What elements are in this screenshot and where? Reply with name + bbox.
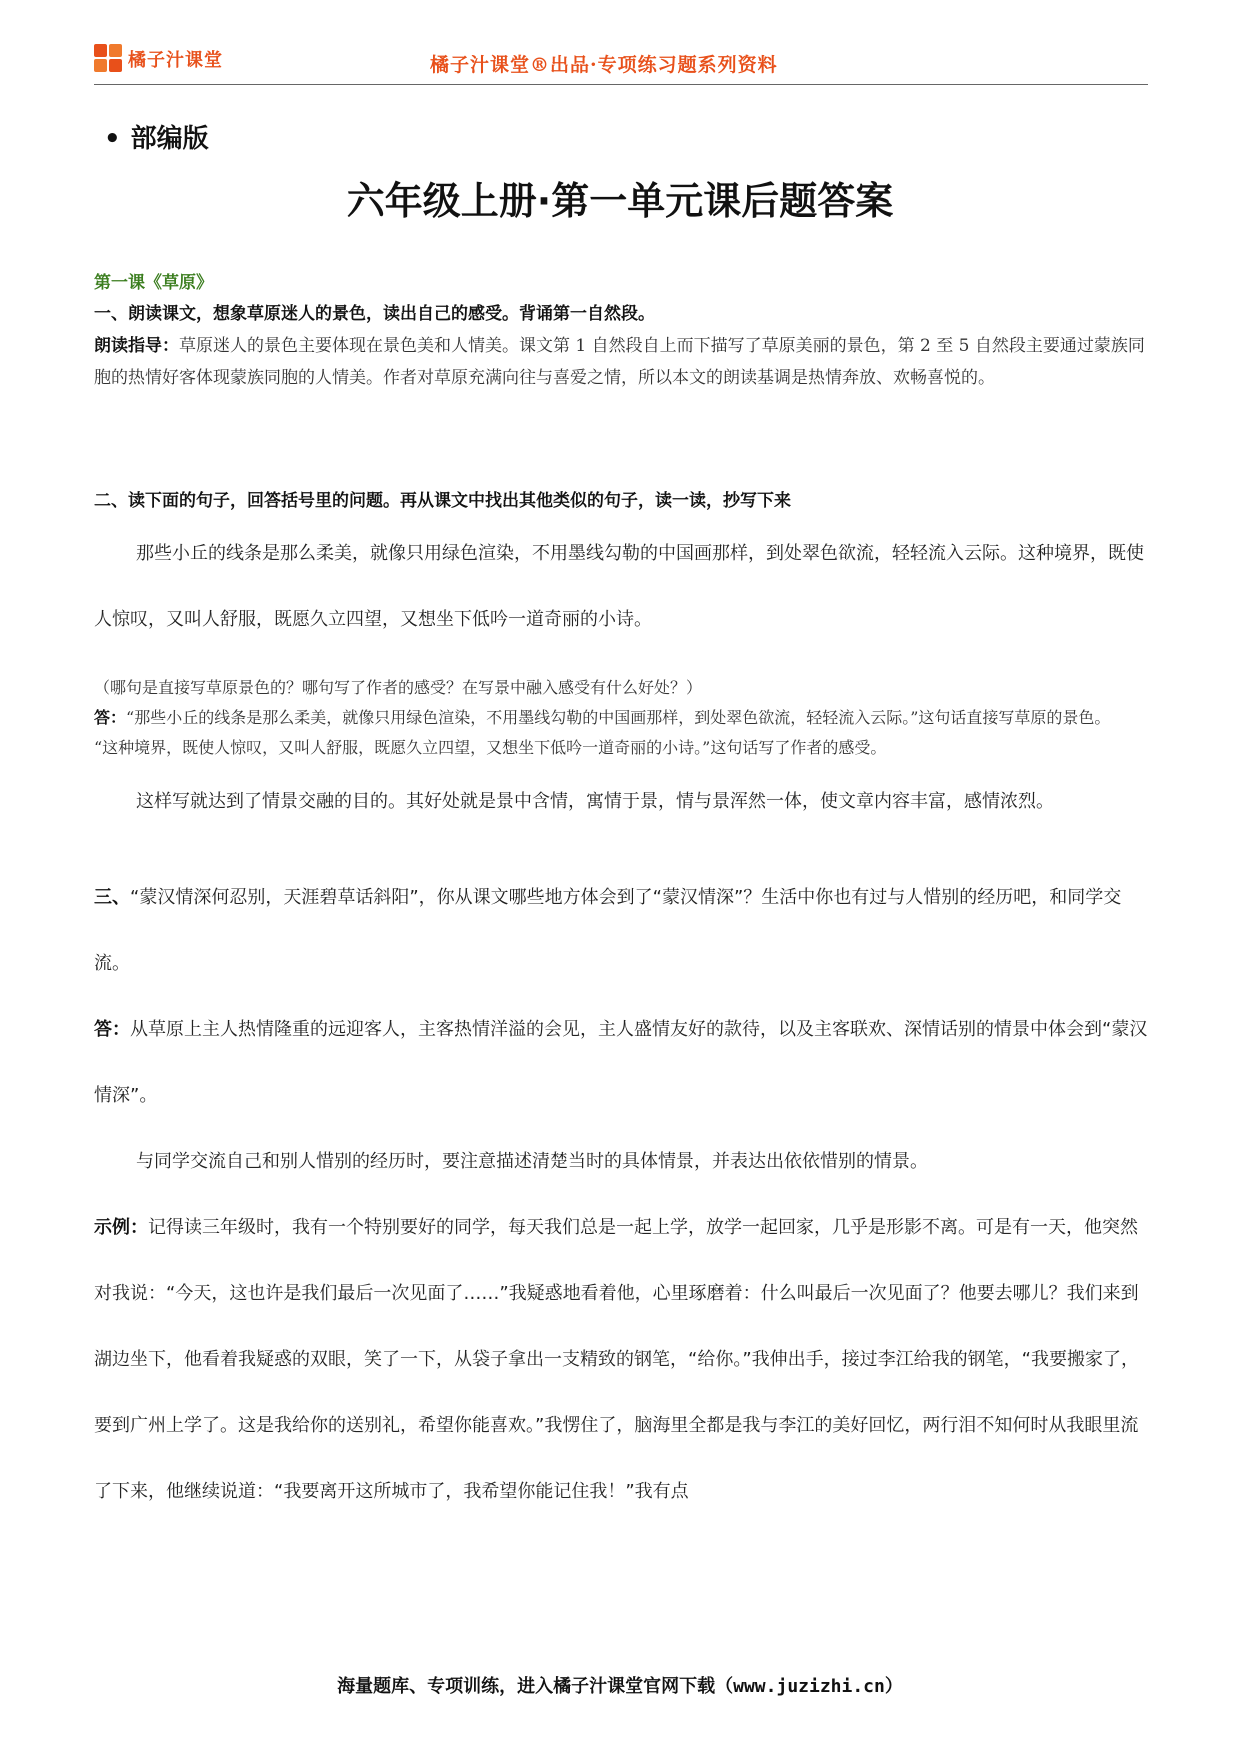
example-paragraph: 示例：记得读三年级时，我有一个特别要好的同学，每天我们总是一起上学，放学一起回家，几乎是形影不离。可是有一天，他突然对我说：“今天，这也许是我们最后一次见面了……”我疑惑地看着他，心里琢磨着：什么叫最后一次见面了？他要去哪儿？我们来到湖边坐下，他看着我疑惑的双眼，笑了一下，从袋子拿出一支精致的钢笔，“给你。”我伸出手，接过李江给我的钢笔，“我要搬家了，要到广州上学了。这是我给你的送别礼，希望你能喜欢。”我愣住了，脑海里全都是我与李江的美好回忆，两行泪不知何时从我眼里流了下来，他继续说道：“我要离开这所城市了，我希望你能记住我！”我有点 [94, 1217, 1139, 1502]
question-2-quote: 那些小丘的线条是那么柔美，就像只用绿色渲染，不用墨线勾勒的中国画那样，到处翠色欲流，轻轻流入云际。这种境界，既使人惊叹，又叫人舒服，既愿久立四望，又想坐下低吟一道奇丽的小诗。 [94, 543, 1144, 630]
header-title: 橘子汁课堂®出品·专项练习题系列资料 [430, 54, 778, 76]
brand-logo [94, 44, 223, 74]
question-2-answer-3: 这样写就达到了情景交融的目的。其好处就是景中含情，寓情于景，情与景浑然一体，使文章内容丰富，感情浓烈。 [136, 791, 1054, 812]
question-3-tip: 与同学交流自己和别人惜别的经历时，要注意描述清楚当时的具体情景，并表达出依依惜别的情景。 [136, 1151, 928, 1172]
question-2: 二、读下面的句子，回答括号里的问题。再从课文中找出其他类似的句子，读一读，抄写下来 [94, 491, 791, 511]
page-title: 六年级上册·第一单元课后题答案 [346, 179, 894, 223]
question-2-prompt: （哪句是直接写草原景色的？哪句写了作者的感受？在写景中融入感受有什么好处？） [94, 678, 703, 697]
logo-text: 橘子汁课堂 [128, 50, 223, 71]
bullet-icon: • [104, 124, 121, 154]
question-3-answer: 答：从草原上主人热情隆重的远迎客人，主客热情洋溢的会见，主人盛情友好的款待，以及主客联欢、深情话别的情景中体会到“蒙汉情深”。 [94, 1019, 1148, 1106]
document-body [94, 268, 1148, 1525]
question-1: 一、朗读课文，想象草原迷人的景色，读出自己的感受。背诵第一自然段。 [94, 304, 655, 324]
edition-label: 部编版 [130, 124, 209, 154]
page-header [94, 44, 1148, 86]
page-footer: 海量题库、专项训练，进入橘子汁课堂官网下载（www.juzizhi.cn） [337, 1676, 903, 1697]
question-3: 三、“蒙汉情深何忍别，天涯碧草话斜阳”，你从课文哪些地方体会到了“蒙汉情深”？生活中你也有过与人惜别的经历吧，和同学交流。 [94, 887, 1122, 974]
question-3-label: 三、 [94, 887, 130, 908]
reading-guide [94, 330, 1148, 394]
header-divider [94, 84, 1148, 85]
logo-icon [94, 44, 124, 74]
edition-tag [104, 118, 209, 155]
reading-guide-label: 朗读指导： [94, 336, 179, 356]
question-2-answer-2: “这种境界，既使人惊叹，又叫人舒服，既愿久立四望，又想坐下低吟一道奇丽的小诗。”这句话写了作者的感受。 [94, 738, 887, 757]
question-2-answer-1: 答：“那些小丘的线条是那么柔美，就像只用绿色渲染，不用墨线勾勒的中国画那样，到处翠色欲流，轻轻流入云际。”这句话直接写草原的景色。 [94, 708, 1111, 727]
example-label: 示例： [94, 1217, 148, 1238]
answer-label: 答： [94, 1019, 130, 1040]
lesson-title: 第一课《草原》 [94, 273, 213, 293]
reading-guide-text: 草原迷人的景色主要体现在景色美和人情美。课文第 1 自然段自上而下描写了草原美丽的景色，第 2 至 5 自然段主要通过蒙族同胞的热情好客体现蒙族同胞的人情美。作者对草原充满向往与喜爱之情，所以本文的朗读基调是热情奔放、欢畅喜悦的。 [94, 336, 1145, 388]
answer-label: 答： [94, 708, 127, 727]
